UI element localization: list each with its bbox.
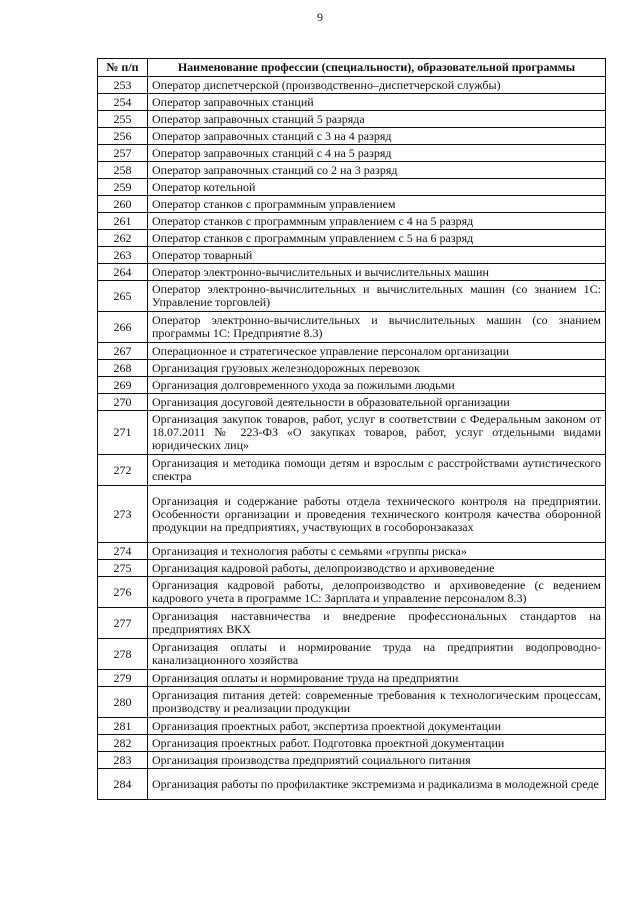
row-name: Организация досуговой деятельности в образовательной организации (148, 394, 606, 411)
table-row (98, 128, 606, 145)
row-name: Оператор заправочных станций со 2 на 3 разряд (148, 162, 606, 179)
row-name: Оператор товарный (148, 247, 606, 264)
table-row (98, 560, 606, 577)
row-name: Организация и методика помощи детям и взрослым с расстройствами аутистического спектра (148, 455, 606, 486)
row-name: Оператор котельной (148, 179, 606, 196)
row-name: Оператор заправочных станций (148, 94, 606, 111)
row-number: 254 (98, 94, 148, 111)
professions-table (97, 58, 606, 800)
row-number: 270 (98, 394, 148, 411)
row-number: 274 (98, 543, 148, 560)
table-row (98, 455, 606, 486)
row-name: Оператор заправочных станций с 3 на 4 разряд (148, 128, 606, 145)
row-name: Организация проектных работ, экспертиза проектной документации (148, 718, 606, 735)
row-name: Оператор станков с программным управлением с 5 на 6 разряд (148, 230, 606, 247)
row-name: Организация питания детей: современные требования к технологическим процессам, производству и реализации продукции (148, 687, 606, 718)
row-number: 278 (98, 639, 148, 670)
table-row (98, 608, 606, 639)
column-header-name: Наименование профессии (специальности), образовательной программы (148, 59, 606, 77)
row-number: 282 (98, 735, 148, 752)
table-row (98, 411, 606, 455)
table-row (98, 543, 606, 560)
row-name: Оператор станков с программным управлением с 4 на 5 разряд (148, 213, 606, 230)
table-row (98, 145, 606, 162)
column-header-number: № п/п (98, 59, 148, 77)
table-row (98, 162, 606, 179)
table-row (98, 213, 606, 230)
table-row (98, 264, 606, 281)
row-number: 256 (98, 128, 148, 145)
row-number: 271 (98, 411, 148, 455)
table-row (98, 752, 606, 769)
table-row (98, 196, 606, 213)
row-number: 281 (98, 718, 148, 735)
row-name: Организация и технология работы с семьями «группы риска» (148, 543, 606, 560)
row-name: Оператор электронно-вычислительных и вычислительных машин (148, 264, 606, 281)
row-name: Организация закупок товаров, работ, услуг в соответствии с Федеральным законом от 18.07.2011 № 223-ФЗ «О закупках товаров, работ, услуг отдельными видами юридических лиц» (148, 411, 606, 455)
row-number: 265 (98, 281, 148, 312)
table-row (98, 394, 606, 411)
row-number: 258 (98, 162, 148, 179)
table-row (98, 111, 606, 128)
row-number: 269 (98, 377, 148, 394)
table-row (98, 718, 606, 735)
table-row (98, 343, 606, 360)
table-row (98, 230, 606, 247)
table-row (98, 735, 606, 752)
row-number: 268 (98, 360, 148, 377)
row-name: Организация грузовых железнодорожных перевозок (148, 360, 606, 377)
row-number: 260 (98, 196, 148, 213)
row-number: 276 (98, 577, 148, 608)
row-name: Оператор заправочных станций с 4 на 5 разряд (148, 145, 606, 162)
row-number: 280 (98, 687, 148, 718)
row-number: 266 (98, 312, 148, 343)
table-row (98, 247, 606, 264)
table-row (98, 360, 606, 377)
row-number: 284 (98, 769, 148, 800)
table-row (98, 312, 606, 343)
row-name: Оператор станков с программным управлением (148, 196, 606, 213)
row-name: Оператор заправочных станций 5 разряда (148, 111, 606, 128)
row-number: 279 (98, 670, 148, 687)
row-number: 263 (98, 247, 148, 264)
table-row (98, 377, 606, 394)
table-row (98, 577, 606, 608)
row-number: 262 (98, 230, 148, 247)
row-number: 277 (98, 608, 148, 639)
table-row (98, 486, 606, 543)
row-name: Оператор электронно-вычислительных и вычислительных машин (со знанием 1С: Управление торговлей) (148, 281, 606, 312)
row-name: Оператор электронно-вычислительных и вычислительных машин (со знанием программы 1С: Предприятие 8.3) (148, 312, 606, 343)
table-row (98, 639, 606, 670)
page-number: 9 (317, 10, 323, 24)
table-row (98, 281, 606, 312)
row-name: Организация производства предприятий социального питания (148, 752, 606, 769)
row-name: Организация проектных работ. Подготовка проектной документации (148, 735, 606, 752)
row-number: 259 (98, 179, 148, 196)
row-name: Организация наставничества и внедрение профессиональных стандартов на предприятиях ВКХ (148, 608, 606, 639)
row-number: 267 (98, 343, 148, 360)
row-name: Организация оплаты и нормирование труда на предприятии водопроводно-канализационного хозяйства (148, 639, 606, 670)
row-name: Организация кадровой работы, делопроизводство и архивоведение (с ведением кадрового учета в программе 1С: Зарплата и управление персоналом 8.3) (148, 577, 606, 608)
table-row (98, 769, 606, 800)
row-number: 257 (98, 145, 148, 162)
table-header-row (98, 59, 606, 77)
row-number: 253 (98, 77, 148, 94)
row-number: 255 (98, 111, 148, 128)
row-name: Организация долговременного ухода за пожилыми людьми (148, 377, 606, 394)
row-number: 273 (98, 486, 148, 543)
row-name: Оператор диспетчерской (производственно–диспетчерской службы) (148, 77, 606, 94)
row-number: 275 (98, 560, 148, 577)
row-name: Организация и содержание работы отдела технического контроля на предприятии. Особенности организации и проведения технического контроля качества оборонной продукции на предприятиях, участвующих в гособоронзаказах (148, 486, 606, 543)
table-row (98, 179, 606, 196)
row-name: Организация работы по профилактике экстремизма и радикализма в молодежной среде (148, 769, 606, 800)
table-row (98, 77, 606, 94)
row-name: Организация оплаты и нормирование труда на предприятии (148, 670, 606, 687)
table-row (98, 687, 606, 718)
row-number: 283 (98, 752, 148, 769)
row-number: 272 (98, 455, 148, 486)
row-name: Операционное и стратегическое управление персоналом организации (148, 343, 606, 360)
row-number: 264 (98, 264, 148, 281)
row-name: Организация кадровой работы, делопроизводство и архивоведение (148, 560, 606, 577)
table-row (98, 670, 606, 687)
table-row (98, 94, 606, 111)
row-number: 261 (98, 213, 148, 230)
